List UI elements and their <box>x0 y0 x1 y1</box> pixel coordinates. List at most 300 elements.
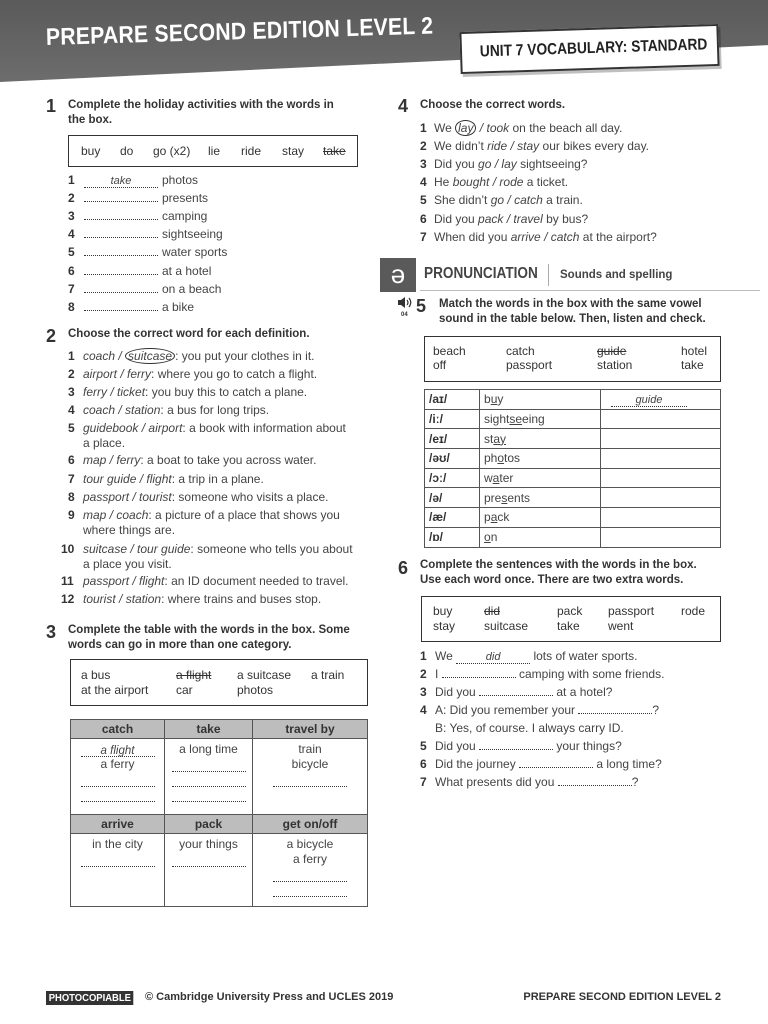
sentence-end: our bikes every day. <box>539 139 650 154</box>
option-a[interactable]: map <box>83 508 107 522</box>
list-item <box>420 173 568 191</box>
list-item <box>68 451 316 469</box>
option-separator: / <box>106 508 117 522</box>
answer-cell[interactable] <box>601 390 721 410</box>
exercise-3-table <box>70 719 368 907</box>
list-item <box>420 647 638 665</box>
option-a[interactable]: coach <box>83 403 116 417</box>
sentence-start: We didn’t <box>434 139 488 154</box>
list-item <box>420 683 612 701</box>
item-text: a bike <box>162 299 195 314</box>
item-number: 4 <box>420 703 427 717</box>
target-vowel: ay <box>493 431 507 446</box>
box-word: pack <box>557 604 583 618</box>
item-number: 1 <box>420 649 427 663</box>
definition-text: : someone who visits a place. <box>171 490 329 504</box>
box-word: beach <box>433 344 466 358</box>
option-b[interactable]: ferry <box>116 453 141 467</box>
cell-text: a long time <box>179 742 238 756</box>
footer-level-label: PREPARE SECOND EDITION LEVEL 2 <box>523 991 721 1003</box>
item-number: 12 <box>61 592 75 606</box>
cell-text: a ferry <box>292 852 327 866</box>
unit-label: UNIT 7 VOCABULARY: STANDARD <box>479 36 708 61</box>
answer-cell[interactable] <box>601 449 721 469</box>
option-a[interactable]: passport <box>83 490 130 504</box>
option-a[interactable]: arrive <box>510 229 541 244</box>
cell-take <box>165 739 253 815</box>
definition-continuation: a place you visit. <box>83 557 172 571</box>
list-item <box>420 773 638 791</box>
option-b[interactable]: tour guide <box>137 542 191 556</box>
example-word: on <box>480 527 601 547</box>
box-word: rode <box>681 604 706 618</box>
answer-blank[interactable] <box>273 885 347 897</box>
option-b[interactable]: tourist <box>139 490 172 504</box>
option-b[interactable]: station <box>125 592 162 606</box>
option-a[interactable]: lay <box>455 120 476 136</box>
answer-blank[interactable] <box>442 665 516 678</box>
list-item <box>420 755 662 773</box>
answer-blank[interactable] <box>84 189 158 202</box>
exercise-5-word-box <box>424 336 721 382</box>
sentence-start: A: Did you remember your <box>435 703 579 717</box>
sentence-start: She didn’t <box>434 193 491 208</box>
sentence-start: Did you <box>434 211 479 226</box>
item-text: photos <box>162 173 199 187</box>
option-b[interactable]: suitcase <box>125 348 175 364</box>
target-vowel: o <box>484 530 491 545</box>
list-item <box>420 701 659 719</box>
option-b[interactable]: lay <box>501 157 517 172</box>
box-word: a train <box>311 668 345 682</box>
answer-cell[interactable] <box>601 527 721 547</box>
sentence-end: on the beach all day. <box>509 121 623 135</box>
exercise-5-instruction: Match the words in the box with the same vowel sound in the table below. Then, listen and check. <box>439 298 706 325</box>
item-text: water sports <box>162 245 228 260</box>
box-word: car <box>176 683 193 697</box>
phoneme-symbol: /eɪ/ <box>425 429 480 449</box>
box-word: station <box>597 358 633 372</box>
sentence-end: ? <box>631 775 639 789</box>
answer-blank[interactable] <box>81 855 155 867</box>
cell-text: train <box>298 742 322 756</box>
box-word: off <box>433 358 447 372</box>
list-item <box>68 298 194 316</box>
box-word: take <box>557 619 580 633</box>
sentence-end: lots of water sports. <box>530 649 638 663</box>
answer-blank[interactable]: guide <box>611 394 687 407</box>
list-item <box>68 401 269 419</box>
answer-blank[interactable] <box>172 790 246 802</box>
exercise-6-number: 6 <box>398 558 409 578</box>
table-row <box>425 527 721 547</box>
option-separator: / <box>129 490 140 504</box>
option-b[interactable]: took <box>486 121 510 135</box>
exercise-1-number: 1 <box>46 96 57 116</box>
list-item <box>420 665 664 683</box>
option-separator: / <box>136 472 147 486</box>
answer-blank[interactable] <box>273 775 347 787</box>
list-item <box>420 137 649 155</box>
item-number: 4 <box>68 227 75 242</box>
item-number: 5 <box>420 739 427 753</box>
cell-get-on-off <box>253 834 368 907</box>
definition-text: : someone who tells you about <box>190 542 353 556</box>
list-item <box>68 243 227 261</box>
option-a[interactable]: go <box>478 157 492 172</box>
option-a[interactable]: tourist <box>83 592 116 606</box>
table-row <box>425 409 721 429</box>
option-b[interactable]: station <box>125 403 161 417</box>
target-vowel: a <box>492 471 500 486</box>
sentence-end: your things? <box>553 739 622 753</box>
option-b[interactable]: catch <box>514 193 543 208</box>
option-a[interactable]: map <box>83 453 107 467</box>
definition-text: : you buy this to catch a plane. <box>145 385 308 399</box>
box-word-used: guide <box>597 344 627 358</box>
list-item <box>68 225 223 243</box>
cell-catch <box>71 739 165 815</box>
definition-text: : an ID document needed to travel. <box>164 574 349 588</box>
sentence-start: B: Yes, of course. I always carry ID. <box>435 721 624 735</box>
list-item <box>68 189 208 207</box>
answer-blank[interactable] <box>84 280 158 293</box>
list-item <box>68 488 328 506</box>
definition-text: : a book with information about <box>182 421 346 435</box>
phoneme-symbol: /ɒ/ <box>425 527 480 547</box>
box-word: went <box>608 619 634 633</box>
item-number: 1 <box>68 349 75 363</box>
box-word: buy <box>81 144 101 158</box>
option-a[interactable]: guidebook <box>83 421 139 435</box>
definition-text: : a boat to take you across water. <box>140 453 317 467</box>
list-item <box>420 737 622 755</box>
item-number: 5 <box>68 245 75 260</box>
example-word: presents <box>480 488 601 508</box>
option-separator: / <box>138 421 149 435</box>
box-word-used: a flight <box>176 668 212 682</box>
column-header-travel-by: travel by <box>253 720 368 739</box>
list-item <box>61 572 349 590</box>
list-item <box>420 191 583 209</box>
exercise-2-number: 2 <box>46 326 57 346</box>
target-vowel: o <box>497 451 505 466</box>
list-item <box>68 365 317 383</box>
answer-cell[interactable] <box>601 468 721 488</box>
answer-blank[interactable] <box>84 225 158 238</box>
column-header-catch: catch <box>71 720 165 739</box>
phoneme-symbol: /ə/ <box>425 488 480 508</box>
sentence-end: a ticket. <box>523 175 569 190</box>
item-number: 5 <box>68 421 75 435</box>
answer-blank[interactable] <box>84 298 158 311</box>
exercise-6-instruction: Complete the sentences with the words in the box. Use each word once. There are two extra words. <box>420 559 697 586</box>
item-number: 10 <box>61 542 75 556</box>
box-word: lie <box>208 144 221 158</box>
option-separator: / <box>503 211 514 226</box>
sentence-start: We <box>434 121 456 135</box>
option-separator: / <box>115 349 126 363</box>
example-word: photos <box>480 449 601 469</box>
example-word: sightseeing <box>480 409 601 429</box>
exercise-1-instruction: Complete the holiday activities with the words in the box. <box>68 99 334 126</box>
item-number: 1 <box>68 173 75 187</box>
item-number: 8 <box>68 490 75 504</box>
list-item <box>68 207 207 225</box>
sentence-start: When did you <box>434 229 511 244</box>
table-row <box>425 429 721 449</box>
answer-cell[interactable] <box>601 508 721 528</box>
cell-text: a bicycle <box>286 837 334 851</box>
answer-blank[interactable] <box>172 775 246 787</box>
cell-travel-by <box>253 739 368 815</box>
column-header-get-on-off: get on/off <box>253 815 368 834</box>
option-separator: / <box>491 157 502 172</box>
page-title: PREPARE SECOND EDITION LEVEL 2 <box>45 12 434 51</box>
copyright-text: © Cambridge University Press and UCLES 2019 <box>145 991 394 1003</box>
definition-text: : a trip in a plane. <box>171 472 264 486</box>
item-text: presents <box>162 191 209 206</box>
sentence-start: He <box>434 175 453 190</box>
option-separator: / <box>489 175 500 190</box>
sentence-end: camping with some friends. <box>515 667 665 681</box>
answer-blank[interactable] <box>84 262 158 275</box>
option-b[interactable]: stay <box>517 139 540 154</box>
item-number: 6 <box>420 211 427 226</box>
item-number: 7 <box>68 472 75 486</box>
phoneme-symbol: /aɪ/ <box>425 390 480 410</box>
item-text: at a hotel <box>162 263 212 278</box>
sentence-start: Did you <box>435 685 480 699</box>
item-number: 3 <box>68 209 75 224</box>
answer-blank[interactable] <box>84 243 158 256</box>
box-word-used: did <box>484 604 501 618</box>
sentence-start: I <box>435 667 442 681</box>
list-item <box>68 280 221 298</box>
exercise-4-number: 4 <box>398 96 409 116</box>
definition-text: : where you go to catch a flight. <box>151 367 318 381</box>
phoneme-symbol: /əʊ/ <box>425 449 480 469</box>
item-number: 3 <box>420 157 427 172</box>
option-a[interactable]: tour guide <box>83 472 137 486</box>
example-word: pack <box>480 508 601 528</box>
box-word: do <box>120 144 134 158</box>
sentence-start: We <box>435 649 457 663</box>
option-separator: / <box>115 403 126 417</box>
option-b[interactable]: ferry <box>127 367 152 381</box>
answer-blank[interactable] <box>558 773 632 786</box>
sentence-end: at a hotel? <box>553 685 613 699</box>
box-word: ride <box>241 144 262 158</box>
item-number: 4 <box>68 403 75 417</box>
audio-track-number: 04 <box>401 312 408 318</box>
sentence-start: What presents did you <box>435 775 558 789</box>
column-header-pack: pack <box>165 815 253 834</box>
answer-blank[interactable] <box>273 870 347 882</box>
answer-blank[interactable] <box>81 775 155 787</box>
answer-blank[interactable] <box>81 790 155 802</box>
item-number: 8 <box>68 299 75 314</box>
option-b[interactable]: airport <box>148 421 183 435</box>
answer-blank[interactable] <box>519 755 593 768</box>
exercise-3-instruction: Complete the table with the words in the box. Some words can go in more than one category. <box>68 624 350 651</box>
option-separator: / <box>507 139 518 154</box>
sentence-end: a long time? <box>593 757 662 771</box>
option-a[interactable]: go <box>490 193 505 208</box>
exercise-2-instruction: Choose the correct word for each definition. <box>68 328 310 340</box>
option-separator: / <box>107 385 118 399</box>
exercise-4-instruction: Choose the correct words. <box>420 99 566 111</box>
item-number: 4 <box>420 175 427 190</box>
divider <box>548 264 549 286</box>
answer-blank[interactable] <box>578 701 652 714</box>
cell-text: your things <box>179 837 238 851</box>
item-text: sightseeing <box>162 227 223 242</box>
box-word: stay <box>282 144 305 158</box>
answer-blank[interactable] <box>172 855 246 867</box>
option-b[interactable]: travel <box>513 211 543 226</box>
schwa-symbol: ə <box>390 259 406 289</box>
phoneme-symbol: /iː/ <box>425 409 480 429</box>
answer-blank[interactable] <box>84 207 158 220</box>
item-number: 9 <box>68 508 75 522</box>
cell-text: a ferry <box>100 757 135 771</box>
box-word: passport <box>506 358 553 372</box>
item-text: on a beach <box>162 281 222 296</box>
list-item <box>420 155 587 173</box>
cell-pack <box>165 834 253 907</box>
definition-text: : a bus for long trips. <box>160 403 270 417</box>
exercise-3-word-box <box>70 659 368 706</box>
phoneme-symbol: /æ/ <box>425 508 480 528</box>
option-a[interactable]: bought <box>452 175 490 190</box>
option-separator: / <box>540 229 551 244</box>
example-word: stay <box>480 429 601 449</box>
box-word: catch <box>506 344 535 358</box>
box-word: photos <box>237 683 274 697</box>
example-word: water <box>480 468 601 488</box>
exercise-5-sound-table <box>424 389 721 548</box>
option-separator: / <box>129 574 140 588</box>
target-vowel: u <box>490 392 498 407</box>
option-b[interactable]: coach <box>116 508 149 522</box>
list-item <box>68 347 314 365</box>
option-b[interactable]: flight <box>146 472 172 486</box>
option-a[interactable]: passport <box>83 574 130 588</box>
exercise-5-number: 5 <box>416 296 427 316</box>
answer-blank[interactable] <box>172 760 246 772</box>
option-a[interactable]: ride <box>487 139 508 154</box>
option-b[interactable]: flight <box>139 574 165 588</box>
item-number: 7 <box>420 229 427 244</box>
item-number: 5 <box>420 193 427 208</box>
photocopiable-badge: PHOTOCOPIABLE <box>46 991 134 1005</box>
answer-blank[interactable]: take <box>84 175 158 188</box>
option-a[interactable]: ferry <box>83 385 107 399</box>
definition-continuation: where things are. <box>83 523 176 537</box>
answer-blank[interactable]: a flight <box>81 745 155 757</box>
option-separator: / <box>106 453 117 467</box>
sentence-end: a train. <box>542 193 583 208</box>
exercise-3-number: 3 <box>46 622 57 642</box>
option-a[interactable]: coach <box>83 349 116 363</box>
option-separator: / <box>115 592 126 606</box>
list-item <box>68 262 211 280</box>
box-word: go (x2) <box>153 144 191 158</box>
column-header-arrive: arrive <box>71 815 165 834</box>
cell-arrive <box>71 834 165 907</box>
list-item <box>68 470 264 488</box>
item-number: 2 <box>420 139 427 154</box>
item-number: 7 <box>68 281 75 296</box>
option-b[interactable]: rode <box>499 175 524 190</box>
answer-cell[interactable] <box>601 488 721 508</box>
answer-blank[interactable] <box>479 737 553 750</box>
option-a[interactable]: airport <box>83 367 118 381</box>
answer-cell[interactable] <box>601 409 721 429</box>
definition-text: : you put your clothes in it. <box>175 349 315 363</box>
item-number: 2 <box>420 667 427 681</box>
definition-continuation: a place. <box>83 436 126 450</box>
list-item <box>420 228 657 246</box>
option-b[interactable]: catch <box>550 229 580 244</box>
option-b[interactable]: ticket <box>117 385 146 399</box>
example-word: buy <box>480 390 601 410</box>
box-word: at the airport <box>81 683 149 697</box>
box-word: stay <box>433 619 456 633</box>
unit-label-box <box>459 24 719 74</box>
option-a[interactable]: pack <box>478 211 504 226</box>
sentence-start: Did the journey <box>435 757 520 771</box>
option-separator: / <box>476 121 487 135</box>
answer-cell[interactable] <box>601 429 721 449</box>
sentence-end: ? <box>652 703 660 717</box>
phoneme-symbol: /ɔː/ <box>425 468 480 488</box>
box-word: buy <box>433 604 453 618</box>
target-vowel: se <box>509 412 523 427</box>
table-row <box>425 390 721 410</box>
option-a[interactable]: suitcase <box>83 542 128 556</box>
item-number: 2 <box>68 367 75 381</box>
item-number: 6 <box>68 263 75 278</box>
table-row <box>425 468 721 488</box>
table-row <box>425 508 721 528</box>
box-word-used: take <box>323 144 346 158</box>
box-word: take <box>681 358 704 372</box>
list-item <box>68 171 198 189</box>
list-item <box>68 383 307 401</box>
exercise-1-word-box <box>68 135 358 167</box>
answer-blank[interactable] <box>479 683 553 696</box>
column-header-take: take <box>165 720 253 739</box>
audio-speaker-icon[interactable] <box>397 296 413 316</box>
cell-text: in the city <box>92 837 143 851</box>
cell-text: bicycle <box>291 757 329 771</box>
definition-text: : a picture of a place that shows you <box>148 508 340 522</box>
pronunciation-subtitle: Sounds and spelling <box>560 269 673 281</box>
item-number: 3 <box>68 385 75 399</box>
sentence-start: Did you <box>435 739 480 753</box>
list-item <box>61 590 321 608</box>
table-row <box>425 449 721 469</box>
option-separator: / <box>117 367 128 381</box>
item-number: 11 <box>61 574 74 588</box>
box-word: a bus <box>81 668 111 682</box>
answer-blank[interactable]: did <box>456 651 530 664</box>
target-vowel: s <box>501 490 508 505</box>
sentence-end: by bus? <box>542 211 589 226</box>
exercise-6-word-box <box>421 596 721 642</box>
